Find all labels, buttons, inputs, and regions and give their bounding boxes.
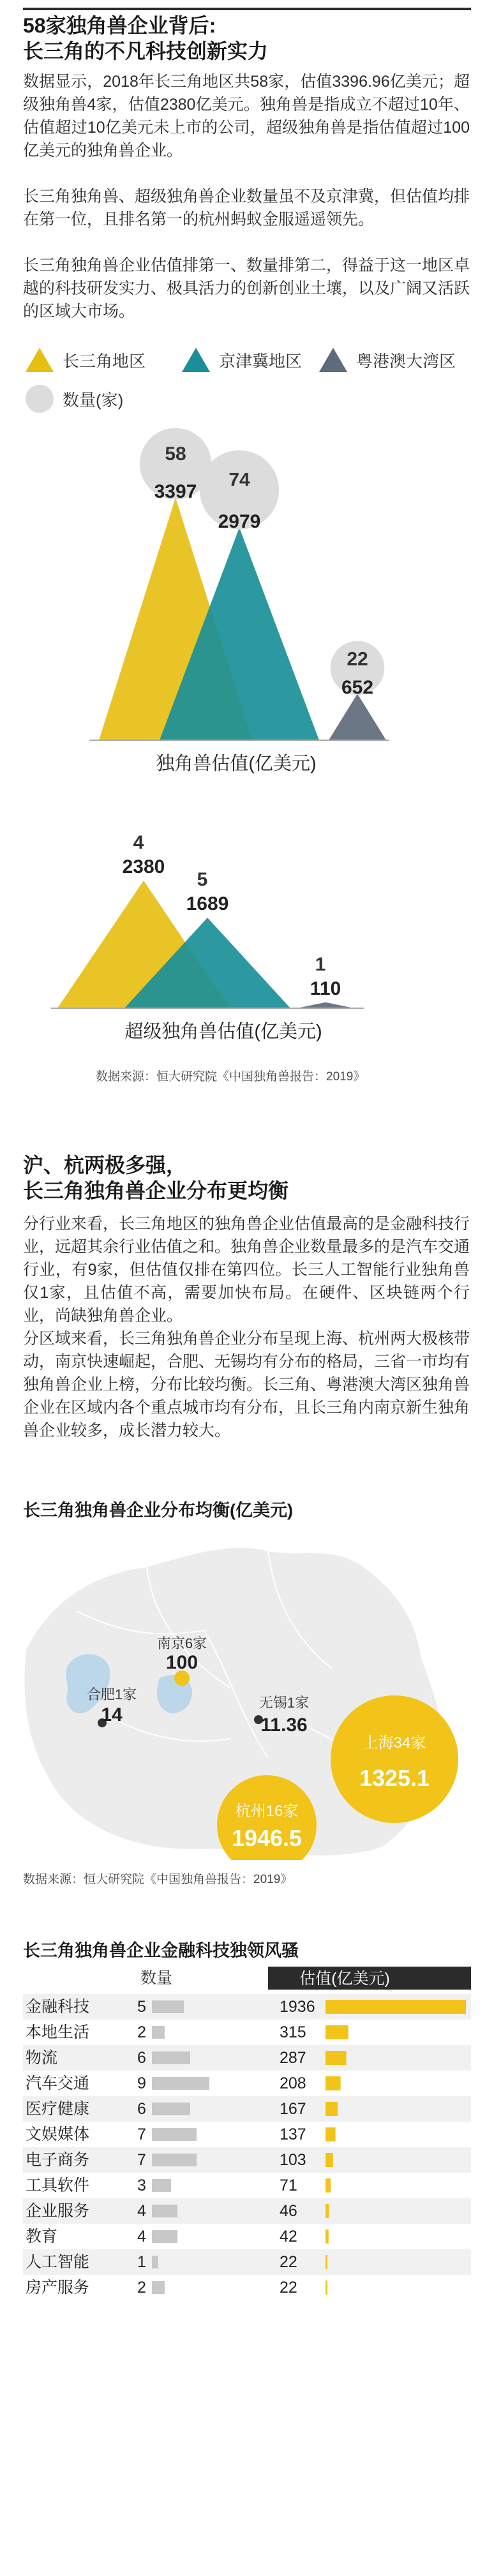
value-label: 3397 [154, 481, 197, 502]
count-bar [152, 2205, 177, 2217]
legend-count-label: 数量(家) [63, 390, 124, 410]
city-bubble [331, 1695, 458, 1823]
triangle-mark [329, 694, 386, 740]
industry-name: 房产服务 [26, 2279, 90, 2297]
section2-paragraph: 分行业来看，长三角地区的独角兽企业估值最高的是金融科技行业，远超其余行业估值之和。独角兽企业数量最多的是汽车交通行业，有9家，但估值仅排在第四位。长三人工智能行业独角兽仅1家，且估值不高，需要加快布局。在硬件、区块链两个行业，尚缺独角兽企业。 [23, 1215, 470, 1325]
legend-bth-label: 京津冀地区 [219, 351, 303, 371]
section1-source: 数据来源：恒大研究院《中国独角兽报告：2019》 [96, 1070, 366, 1083]
slate-triangle-icon [319, 348, 347, 372]
industry-name: 本地生活 [26, 2023, 90, 2041]
value-label: 1689 [186, 893, 229, 915]
count-bar [152, 2103, 190, 2115]
industry-table [0, 1965, 494, 2323]
count-label: 22 [347, 648, 368, 670]
industry-count: 7 [137, 2151, 146, 2169]
industry-count: 7 [137, 2126, 146, 2143]
city-label: 上海34家 [363, 1734, 426, 1752]
industry-value: 1936 [280, 1998, 315, 2016]
industry-count: 5 [137, 1998, 146, 2016]
table-row-bg [23, 2147, 471, 2173]
industry-count: 9 [137, 2074, 146, 2092]
value-bar [326, 2076, 341, 2090]
city-value: 1325.1 [359, 1765, 430, 1791]
value-bar [326, 2178, 331, 2193]
x-axis-label: 超级独角兽估值(亿美元) [124, 1022, 322, 1042]
count-label: 1 [315, 953, 326, 975]
section1-title-line1: 58家独角兽企业背后: [23, 14, 216, 37]
industry-count: 4 [137, 2202, 146, 2220]
count-bar [152, 2179, 171, 2192]
industry-name: 人工智能 [26, 2253, 90, 2271]
industry-value: 42 [280, 2228, 297, 2245]
industry-value: 167 [280, 2100, 306, 2118]
table-row-bg [23, 2198, 471, 2224]
city-label: 杭州16家 [235, 1802, 299, 1820]
grey-circle-icon [26, 385, 54, 413]
count-bar [152, 2154, 197, 2166]
industry-name: 物流 [26, 2049, 58, 2067]
unicorn-valuation-chart [0, 421, 494, 798]
industry-count: 2 [137, 2279, 146, 2297]
legend-yrd-label: 长三角地区 [63, 351, 146, 371]
city-value: 100 [165, 1652, 198, 1673]
industry-value: 22 [280, 2253, 297, 2271]
table-row-bg [23, 2096, 471, 2122]
table-row-bg [23, 2045, 471, 2071]
value-label: 110 [310, 978, 341, 999]
section2-paragraph: 分区域来看，长三角独角兽企业分布呈现上海、杭州两大极核带动，南京快速崛起，合肥、无锡均有分布的格局，三省一市均有独角兽企业上榜，分布比较均衡。长三角、粤港澳大湾区独角兽企业在区域内各个重点城市均有分布，且长三角内南京新生独角兽企业较多，成长潜力较大。 [23, 1330, 470, 1440]
count-bar [152, 2077, 209, 2090]
column-header-value: 估值(亿美元) [299, 1970, 390, 1988]
value-label: 652 [341, 677, 374, 699]
industry-count: 3 [137, 2177, 146, 2194]
section2-title-line1: 沪、杭两极多强， [23, 1154, 187, 1177]
legend-count [26, 385, 123, 413]
map-source: 数据来源：恒大研究院《中国独角兽报告：2019》 [23, 1873, 293, 1886]
industry-name: 金融科技 [26, 1998, 90, 2016]
column-header-count: 数量 [140, 1969, 173, 1987]
count-bar [152, 2281, 165, 2294]
triangle-mark [297, 1002, 354, 1008]
value-label: 2979 [218, 510, 261, 532]
industry-count: 6 [137, 2100, 146, 2118]
top-divider [23, 8, 471, 10]
legend-gba [319, 348, 456, 372]
count-bar [152, 2000, 184, 2013]
industry-count: 2 [137, 2023, 146, 2041]
industry-count: 1 [137, 2253, 146, 2271]
yellow-triangle-icon [26, 348, 54, 372]
value-label: 2380 [122, 856, 165, 877]
section1-title-line2: 长三角的不凡科技创新实力 [23, 40, 269, 63]
industry-value: 46 [280, 2202, 297, 2220]
value-bar [326, 2204, 329, 2218]
value-bar [326, 2255, 327, 2269]
city-label: 南京6家 [156, 1635, 207, 1651]
super-unicorn-valuation-chart [0, 804, 494, 1059]
table-row-bg [23, 2249, 471, 2275]
count-label: 4 [133, 832, 144, 853]
value-bar [326, 2153, 333, 2167]
industry-name: 教育 [26, 2228, 58, 2245]
value-bar [326, 2102, 338, 2116]
city-value: 14 [101, 1704, 123, 1725]
industry-value: 71 [280, 2177, 297, 2194]
section2-title-line2: 长三角独角兽企业分布更均衡 [23, 1179, 289, 1202]
industry-value: 137 [280, 2126, 306, 2143]
section-unicorn-overview [0, 0, 494, 1123]
city-value: 11.36 [260, 1715, 308, 1736]
industry-value: 287 [280, 2049, 306, 2067]
industry-name: 电子商务 [26, 2151, 90, 2169]
industry-name: 文娱媒体 [26, 2126, 90, 2143]
count-label: 74 [228, 469, 250, 491]
city-label: 合肥1家 [86, 1686, 137, 1702]
section-distribution [0, 1149, 494, 2576]
industry-name: 企业服务 [26, 2202, 90, 2220]
value-bar [326, 2025, 348, 2039]
legend-gba-label: 粤港澳大湾区 [356, 351, 456, 371]
x-axis-label: 独角兽估值(亿美元) [156, 754, 317, 774]
value-bar [326, 2230, 329, 2244]
count-bar [152, 2230, 177, 2243]
section1-paragraph: 长三角独角兽、超级独角兽企业数量虽不及京津冀，但估值均排在第一位，且排名第一的杭州蚂蚁金服遥遥领先。 [23, 188, 470, 228]
map-title: 长三角独角兽企业分布均衡(亿美元) [23, 1501, 293, 1520]
legend-bth [182, 348, 302, 372]
industry-value: 208 [280, 2074, 306, 2092]
count-bar [152, 2128, 197, 2141]
industry-count: 4 [137, 2228, 146, 2245]
city-value: 1946.5 [231, 1824, 303, 1851]
industry-value: 315 [280, 2023, 306, 2041]
value-bar [326, 2127, 336, 2141]
city-label: 无锡1家 [258, 1695, 310, 1711]
section1-paragraph: 长三角独角兽企业估值排第一、数量排第二，得益于这一地区卓越的科技研发实力、极具活力的创新创业土壤，以及广阔又活跃的区域大市场。 [23, 257, 470, 320]
yrd-distribution-map [0, 1528, 494, 1860]
count-bar [152, 2026, 165, 2039]
count-label: 5 [197, 869, 208, 891]
industry-count: 6 [137, 2049, 146, 2067]
industry-name: 工具软件 [26, 2177, 90, 2194]
legend-yrd [26, 348, 146, 372]
section1-paragraph: 数据显示，2018年长三角地区共58家，估值3396.96亿美元；超级独角兽4家，估值2380亿美元。独角兽是指成立不超过10年、估值超过10亿美元未上市的公司，超级独角兽是指估值超过100亿美元的独角兽企业。 [23, 73, 470, 160]
value-bar [326, 2000, 466, 2014]
value-bar [326, 2281, 327, 2295]
teal-triangle-icon [182, 348, 210, 372]
industry-table-title: 长三角独角兽企业金融科技独领风骚 [23, 1941, 299, 1960]
count-label: 58 [165, 443, 186, 465]
count-bar [152, 2256, 158, 2268]
industry-value: 22 [280, 2279, 297, 2297]
industry-value: 103 [280, 2151, 306, 2169]
value-bar [326, 2051, 347, 2065]
industry-name: 医疗健康 [26, 2100, 90, 2118]
industry-name: 汽车交通 [26, 2074, 90, 2092]
count-bar [152, 2051, 190, 2064]
